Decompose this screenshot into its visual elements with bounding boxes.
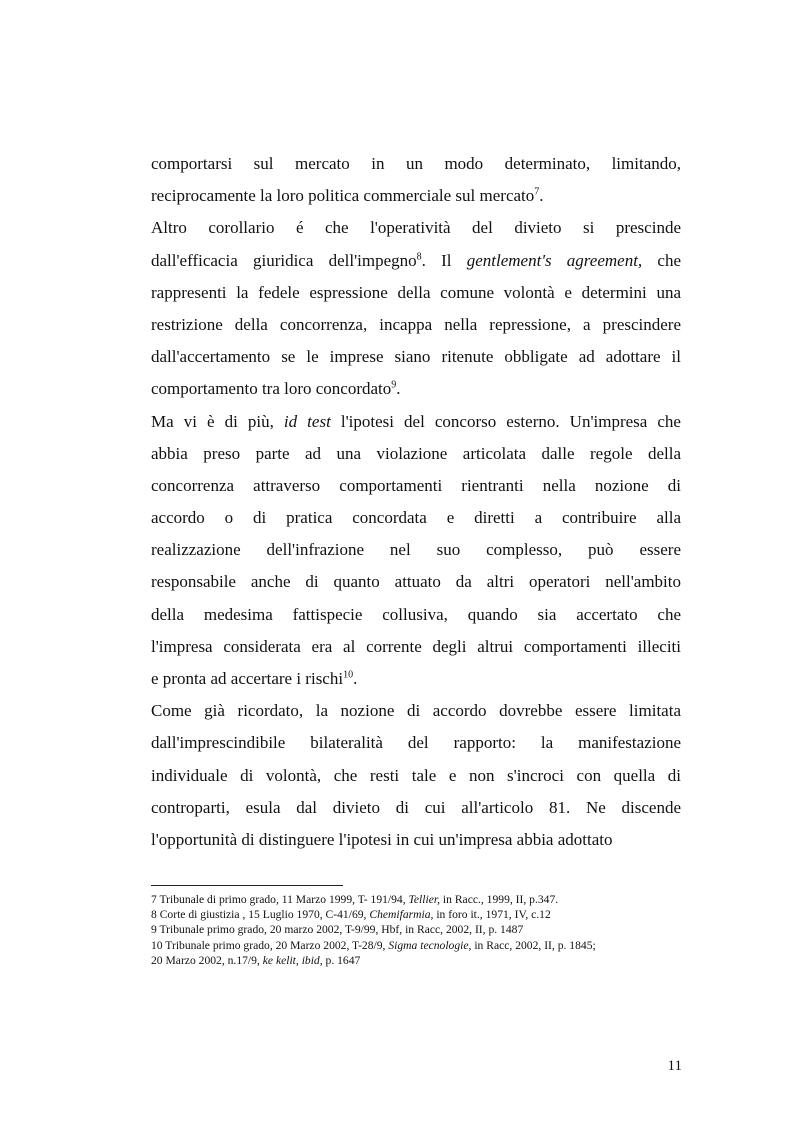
text-run: l'opportunità di distinguere l'ipotesi in cui un'impresa abbia adottato bbox=[151, 829, 613, 849]
text-line bbox=[151, 534, 681, 566]
text-line bbox=[151, 631, 681, 663]
text-run: Come già ricordato, la nozione di accordo dovrebbe essere limitata bbox=[151, 701, 681, 721]
text-run: restrizione della concorrenza, incappa nella repressione, a prescindere bbox=[151, 314, 681, 334]
text-run: comportarsi sul mercato in un modo determinato, limitando, bbox=[151, 154, 681, 173]
footnote-reference: 9 bbox=[391, 379, 397, 391]
italic-text: gentlement's agreement, bbox=[466, 250, 643, 270]
paragraph bbox=[151, 148, 681, 212]
footnote bbox=[151, 907, 681, 922]
text-run: e pronta ad accertare i rischi bbox=[151, 669, 344, 688]
text-run: concorrenza attraverso comportamenti rientranti nella nozione di bbox=[151, 475, 681, 495]
text-run: dall'efficacia giuridica dell'impegno bbox=[151, 250, 417, 270]
text-line bbox=[151, 373, 681, 405]
text-run: individuale di volontà, che resti tale e non s'incroci con quella di bbox=[151, 765, 681, 785]
text-run: controparti, esula dal divieto di cui all'articolo 81. Ne discende bbox=[151, 797, 681, 817]
text-line bbox=[151, 502, 681, 534]
text-run: abbia preso parte ad una violazione articolata dalle regole della bbox=[151, 443, 681, 463]
text-run: 8 Corte di giustizia , 15 Luglio 1970, C-41/69, bbox=[151, 908, 370, 922]
text-line bbox=[151, 566, 681, 598]
footnotes bbox=[151, 892, 681, 968]
footnote-reference: 8 bbox=[416, 250, 422, 262]
text-run: che bbox=[642, 250, 681, 270]
text-line bbox=[151, 792, 681, 824]
text-line bbox=[151, 180, 681, 212]
text-line bbox=[151, 663, 681, 695]
text-line bbox=[151, 824, 681, 856]
text-line bbox=[151, 406, 681, 438]
text-run: l'impresa considerata era al corrente degli altrui comportamenti illeciti bbox=[151, 636, 681, 656]
text-run: della medesima fattispecie collusiva, quando sia accertato che bbox=[151, 604, 681, 624]
text-line bbox=[151, 309, 681, 341]
footnote bbox=[151, 892, 681, 907]
page-number: 11 bbox=[667, 1058, 682, 1074]
text-run: 9 Tribunale primo grado, 20 marzo 2002, T-9/99, Hbf, in Racc, 2002, II, p. 1487 bbox=[151, 923, 524, 937]
text-line bbox=[151, 212, 681, 244]
text-line bbox=[151, 599, 681, 631]
text-line bbox=[151, 438, 681, 470]
text-run: . bbox=[396, 379, 401, 399]
text-line bbox=[151, 695, 681, 727]
footnote bbox=[151, 922, 681, 937]
text-line bbox=[151, 470, 681, 502]
footnote-reference: 7 bbox=[534, 186, 540, 198]
italic-text: Tellier, bbox=[408, 893, 440, 906]
text-run: p. 1647 bbox=[322, 953, 361, 967]
footnote bbox=[151, 953, 681, 968]
text-line bbox=[151, 245, 681, 277]
text-run: comportamento tra loro concordato bbox=[151, 379, 392, 399]
footnote bbox=[151, 938, 681, 953]
italic-text: Chemifarmia, bbox=[369, 908, 434, 922]
text-line bbox=[151, 341, 681, 373]
text-run: Altro corollario é che l'operatività del divieto si prescinde bbox=[151, 218, 681, 238]
text-run: realizzazione dell'infrazione nel suo complesso, può essere bbox=[151, 540, 681, 560]
text-run: reciprocamente la loro politica commerciale sul mercato bbox=[151, 186, 535, 206]
text-run: 10 Tribunale primo grado, 20 Marzo 2002, T-28/9, bbox=[151, 938, 389, 952]
text-line bbox=[151, 277, 681, 309]
text-run: . Il bbox=[421, 250, 467, 270]
text-line bbox=[151, 760, 681, 792]
text-run: 20 Marzo 2002, n.17/9, bbox=[151, 953, 263, 967]
text-run: . bbox=[539, 186, 544, 206]
text-run: dall'accertamento se le imprese siano ritenute obbligate ad adottare il bbox=[151, 347, 681, 367]
text-run: accordo o di pratica concordata e diretti a contribuire alla bbox=[151, 508, 681, 528]
text-run: . bbox=[353, 669, 358, 688]
text-line bbox=[151, 148, 681, 180]
text-run: Ma vi è di più, bbox=[151, 411, 284, 431]
footnote-reference: 10 bbox=[343, 669, 354, 681]
text-run: dall'imprescindibile bilateralità del rapporto: la manifestazione bbox=[151, 733, 681, 753]
italic-text: Sigma tecnologie, bbox=[388, 938, 472, 952]
text-run: rappresenti la fedele espressione della comune volontà e determini una bbox=[151, 282, 681, 302]
paragraph bbox=[151, 212, 681, 405]
text-line bbox=[151, 727, 681, 759]
text-run: in foro it., 1971, IV, c.12 bbox=[433, 908, 551, 922]
italic-text: ke kelit, ibid, bbox=[262, 953, 323, 967]
text-run: l'ipotesi del concorso esterno. Un'impresa che bbox=[330, 411, 681, 431]
body-text bbox=[151, 148, 681, 856]
text-run: 7 Tribunale di primo grado, 11 Marzo 1999, T- 191/94, bbox=[151, 893, 409, 906]
text-run: in Racc., 1999, II, p.347. bbox=[440, 893, 559, 906]
paragraph bbox=[151, 695, 681, 856]
italic-text: id test bbox=[283, 411, 331, 431]
footnote-separator bbox=[151, 885, 343, 886]
paragraph bbox=[151, 406, 681, 696]
text-run: responsabile anche di quanto attuato da altri operatori nell'ambito bbox=[151, 572, 681, 592]
text-run: in Racc, 2002, II, p. 1845; bbox=[471, 938, 596, 952]
